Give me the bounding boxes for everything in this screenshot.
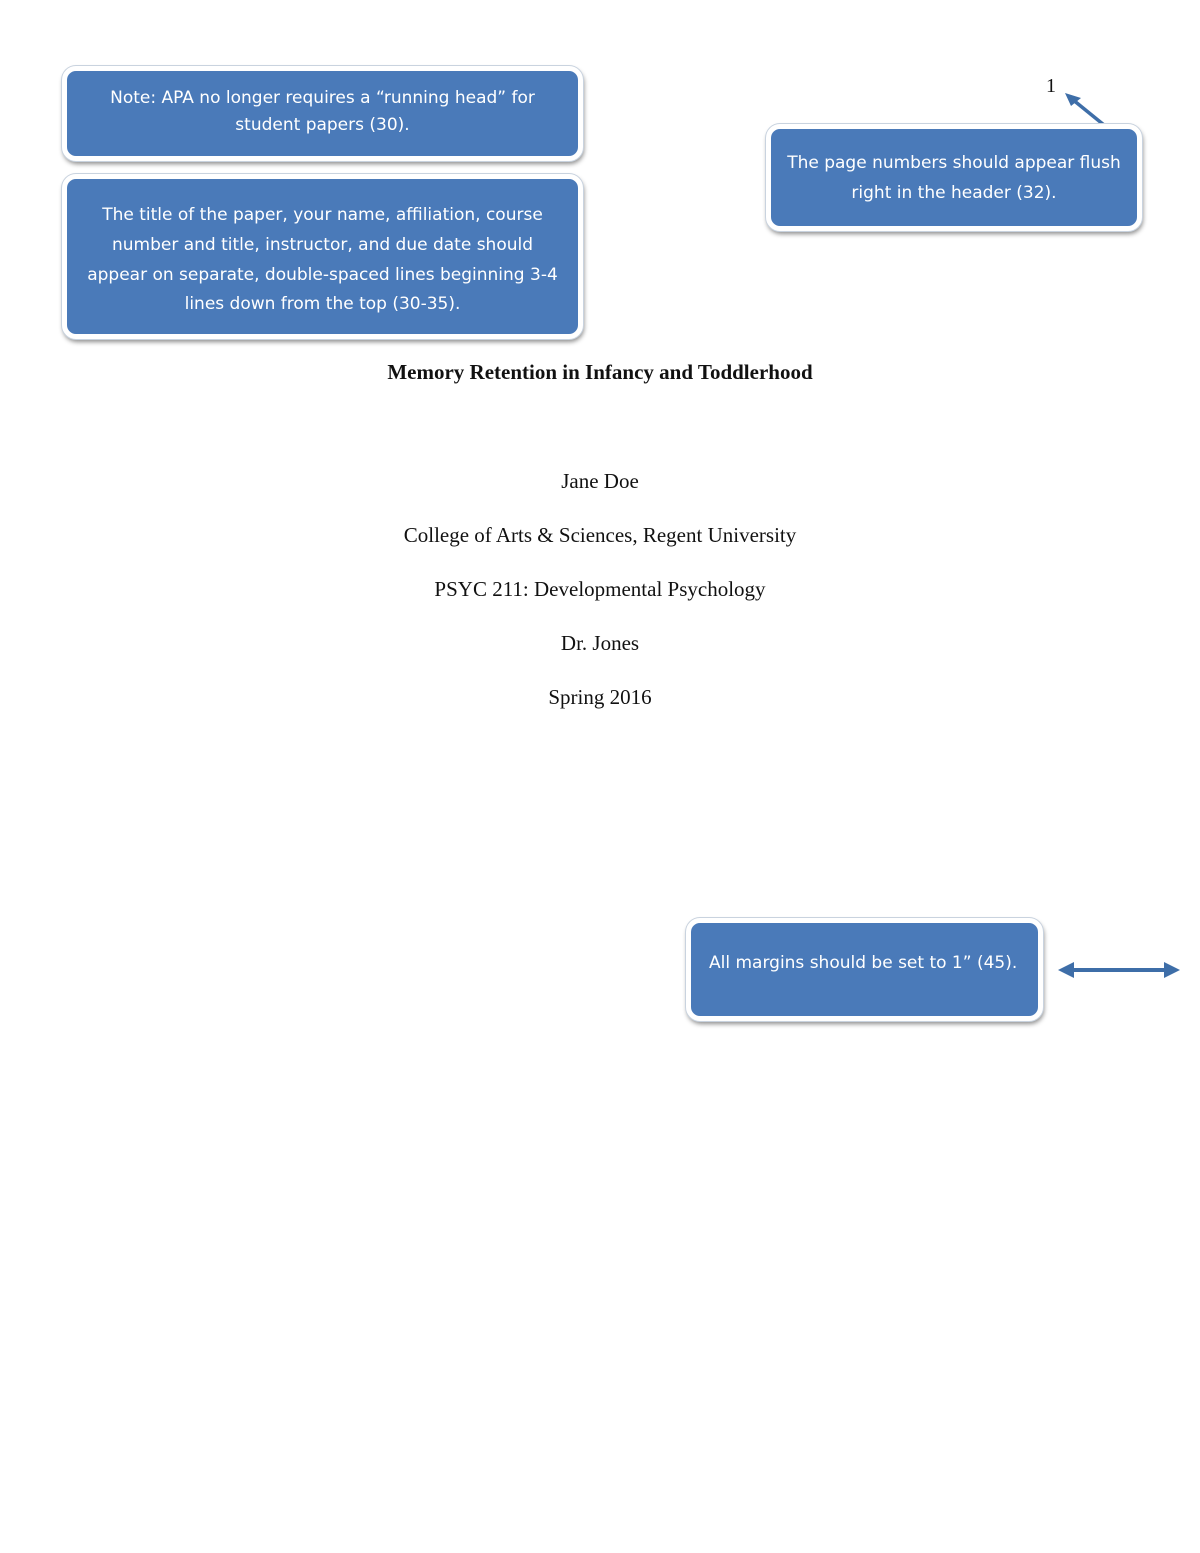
paper-title: Memory Retention in Infancy and Toddlerhood [387, 360, 813, 384]
page-number-callout [766, 124, 1142, 231]
title-block [0, 357, 1200, 387]
margin-double-arrow-icon [1056, 958, 1184, 982]
title-info-text: The title of the paper, your name, affiliation, course number and title, instructor, and due date should appear on separate, double-spaced lines beginning 3-4 lines down from the top (30-35). [87, 205, 558, 315]
margins-callout-text: All margins should be set to 1” (45). [709, 953, 1018, 973]
running-head-note-callout [62, 66, 583, 161]
running-head-note-text: Note: APA no longer requires a “running head” for student papers (30). [110, 88, 535, 136]
due-date: Spring 2016 [548, 685, 652, 709]
page-number: 1 [1046, 75, 1056, 97]
course: PSYC 211: Developmental Psychology [434, 577, 766, 601]
title-info-callout [62, 174, 583, 339]
page-number-callout-text: The page numbers should appear flush right in the header (32). [787, 153, 1121, 203]
title-page-info [0, 465, 1200, 735]
margins-callout [686, 918, 1043, 1021]
instructor: Dr. Jones [560, 631, 640, 655]
author-name: Jane Doe [561, 469, 639, 493]
affiliation: College of Arts & Sciences, Regent University [403, 523, 797, 547]
